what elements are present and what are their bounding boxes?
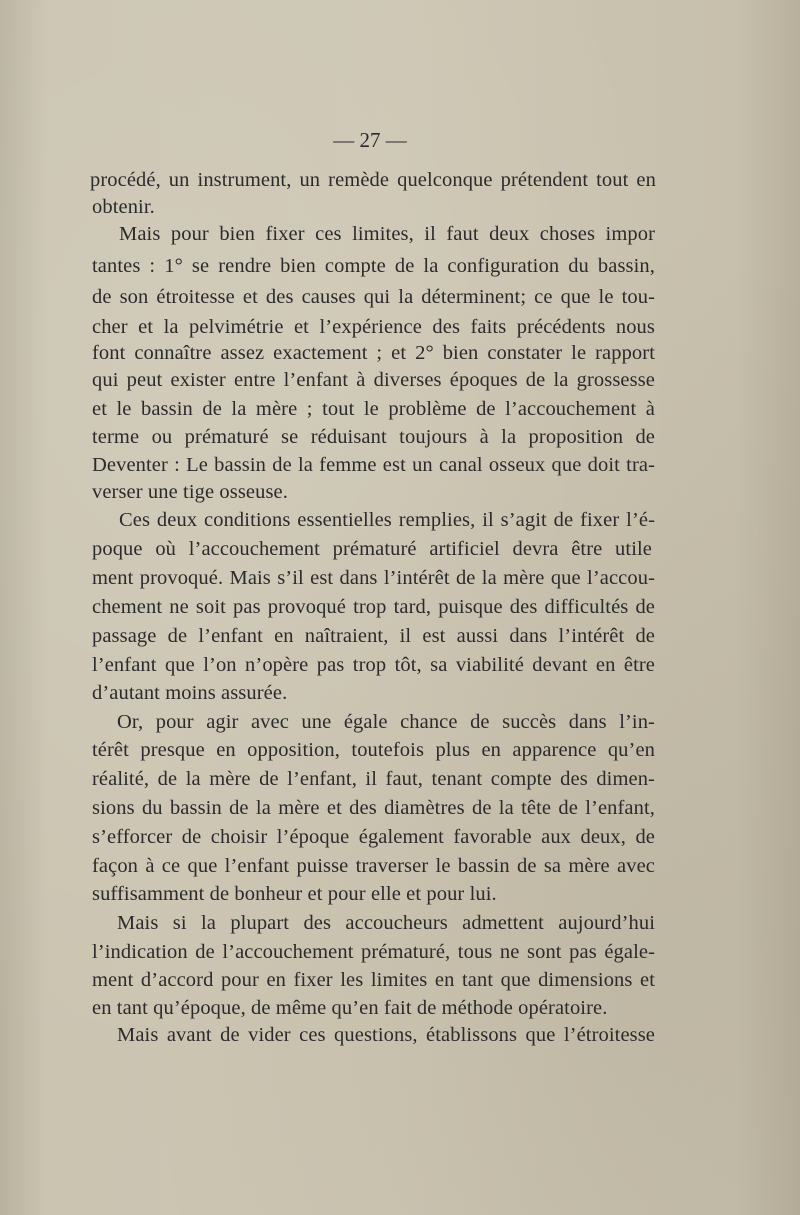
text-line: obtenir. bbox=[92, 196, 155, 218]
text-line: Mais avant de vider ces questions, établissons que l’étroitesse bbox=[117, 1024, 655, 1046]
text-line: ment provoqué. Mais s’il est dans l’intérêt de la mère que l’accou- bbox=[92, 567, 655, 589]
text-line: poque où l’accouchement prématuré artificiel devra être utile bbox=[92, 538, 652, 560]
text-line: sions du bassin de la mère et des diamètres de la tête de l’enfant, bbox=[92, 797, 655, 819]
text-line: s’efforcer de choisir l’époque également favorable aux deux, de bbox=[92, 826, 655, 848]
text-line: ment d’accord pour en fixer les limites en tant que dimensions et bbox=[92, 969, 655, 991]
text-line: Mais si la plupart des accoucheurs admettent aujourd’hui bbox=[117, 912, 655, 934]
text-line: terme ou prématuré se réduisant toujours à la proposition de bbox=[92, 426, 655, 448]
text-line: cher et la pelvimétrie et l’expérience des faits précédents nous bbox=[92, 316, 655, 338]
text-line: passage de l’enfant en naîtraient, il est aussi dans l’intérêt de bbox=[92, 625, 655, 647]
text-line: en tant qu’époque, de même qu’en fait de méthode opératoire. bbox=[92, 997, 608, 1019]
text-line: l’indication de l’accouchement prématuré, tous ne sont pas égale- bbox=[92, 941, 655, 963]
text-line: suffisamment de bonheur et pour elle et pour lui. bbox=[92, 883, 497, 905]
text-line: Deventer : Le bassin de la femme est un canal osseux que doit tra- bbox=[92, 454, 655, 476]
text-line: de son étroitesse et des causes qui la déterminent; ce que le tou- bbox=[92, 286, 655, 308]
text-line: Mais pour bien fixer ces limites, il faut deux choses impor bbox=[119, 223, 655, 245]
text-line: font connaître assez exactement ; et 2° bien constater le rapport bbox=[92, 342, 655, 364]
page-number: — 27 — bbox=[333, 128, 407, 152]
text-line: réalité, de la mère de l’enfant, il faut, tenant compte des dimen- bbox=[92, 768, 655, 790]
text-line: l’enfant que l’on n’opère pas trop tôt, sa viabilité devant en être bbox=[92, 654, 655, 676]
text-line: qui peut exister entre l’enfant à diverses époques de la grossesse bbox=[92, 369, 655, 391]
text-line: d’autant moins assurée. bbox=[92, 682, 288, 704]
text-line: façon à ce que l’enfant puisse traverser le bassin de sa mère avec bbox=[92, 855, 655, 877]
text-line: Or, pour agir avec une égale chance de succès dans l’in- bbox=[117, 711, 655, 733]
text-line: chement ne soit pas provoqué trop tard, puisque des difficultés de bbox=[92, 596, 655, 618]
text-line: térêt presque en opposition, toutefois plus en apparence qu’en bbox=[92, 739, 655, 761]
text-line: et le bassin de la mère ; tout le problème de l’accouchement à bbox=[92, 398, 655, 420]
text-line: verser une tige osseuse. bbox=[92, 481, 288, 503]
text-line: Ces deux conditions essentielles remplies, il s’agit de fixer l’é- bbox=[119, 509, 655, 531]
text-line: tantes : 1° se rendre bien compte de la configuration du bassin, bbox=[92, 255, 655, 277]
text-line: procédé, un instrument, un remède quelconque prétendent tout en bbox=[90, 169, 656, 191]
